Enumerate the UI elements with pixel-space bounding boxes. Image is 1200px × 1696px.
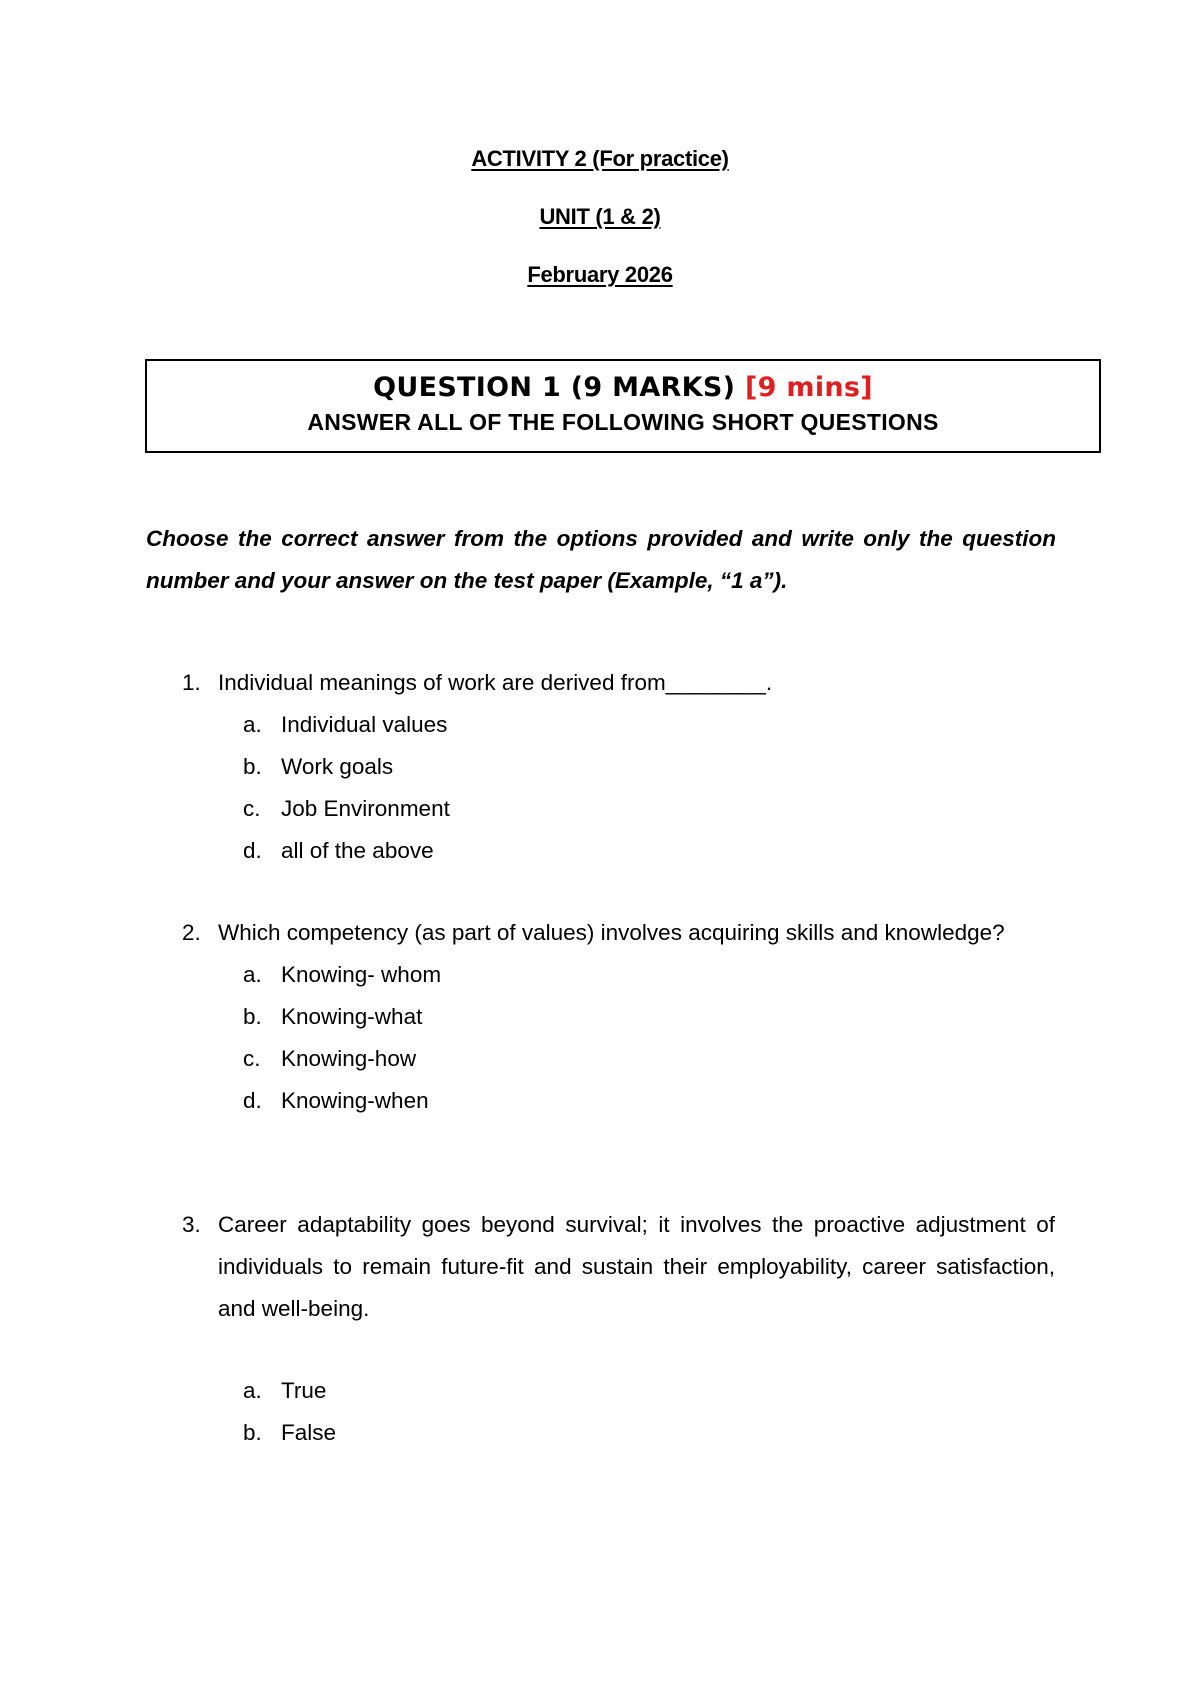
option-letter: b. (243, 754, 262, 779)
option-letter: d. (243, 1088, 262, 1113)
option-letter: c. (243, 1046, 261, 1071)
question-title: QUESTION 1 (9 MARKS) (373, 372, 736, 403)
question-number: 2. (182, 920, 201, 945)
question-number: 1. (182, 670, 201, 695)
question-text: Which competency (as part of values) involves acquiring skills and knowledge? (218, 920, 1005, 945)
question-text: Career adaptability goes beyond survival; it involves the proactive adjustment of individuals to remain future-fit and sustain their employability, career satisfaction, and well-being. (218, 1212, 1055, 1321)
options-list (175, 704, 1055, 872)
option-c (243, 1038, 1055, 1080)
options-list (175, 954, 1055, 1122)
option-text: Work goals (281, 754, 394, 779)
activity-heading: ACTIVITY 2 (For practice) (471, 146, 729, 171)
option-text: Knowing-what (281, 1004, 423, 1029)
option-letter: b. (243, 1420, 262, 1445)
option-b (243, 1412, 1055, 1454)
option-letter: a. (243, 962, 262, 987)
option-b (243, 746, 1055, 788)
option-d (243, 1080, 1055, 1122)
question-time: [9 mins] (744, 372, 873, 403)
date-heading: February 2026 (527, 262, 673, 287)
question-header-box (145, 359, 1101, 453)
options-list (175, 1370, 1055, 1454)
option-letter: c. (243, 796, 261, 821)
option-text: Job Environment (281, 796, 450, 821)
question-number: 3. (182, 1212, 201, 1237)
question-2 (175, 912, 1055, 1122)
question-1 (175, 662, 1055, 872)
question-3 (175, 1204, 1055, 1454)
option-letter: d. (243, 838, 262, 863)
option-text: Knowing-how (281, 1046, 417, 1071)
option-d (243, 830, 1055, 872)
option-letter: a. (243, 712, 262, 737)
option-letter: b. (243, 1004, 262, 1029)
option-b (243, 996, 1055, 1038)
option-a (243, 1370, 1055, 1412)
option-a (243, 954, 1055, 996)
option-a (243, 704, 1055, 746)
option-text: False (281, 1420, 337, 1445)
option-letter: a. (243, 1378, 262, 1403)
unit-heading: UNIT (1 & 2) (539, 204, 661, 229)
option-text: Knowing- whom (281, 962, 442, 987)
instructions: Choose the correct answer from the options provided and write only the question number and your answer on the test paper (Example, “1 a”). (146, 526, 1056, 593)
option-text: True (281, 1378, 327, 1403)
question-title-line (147, 369, 1099, 407)
option-c (243, 788, 1055, 830)
option-text: all of the above (281, 838, 434, 863)
option-text: Knowing-when (281, 1088, 429, 1113)
question-subtitle: ANSWER ALL OF THE FOLLOWING SHORT QUESTIONS (307, 409, 939, 435)
question-text: Individual meanings of work are derived from________. (218, 670, 773, 695)
option-text: Individual values (281, 712, 448, 737)
